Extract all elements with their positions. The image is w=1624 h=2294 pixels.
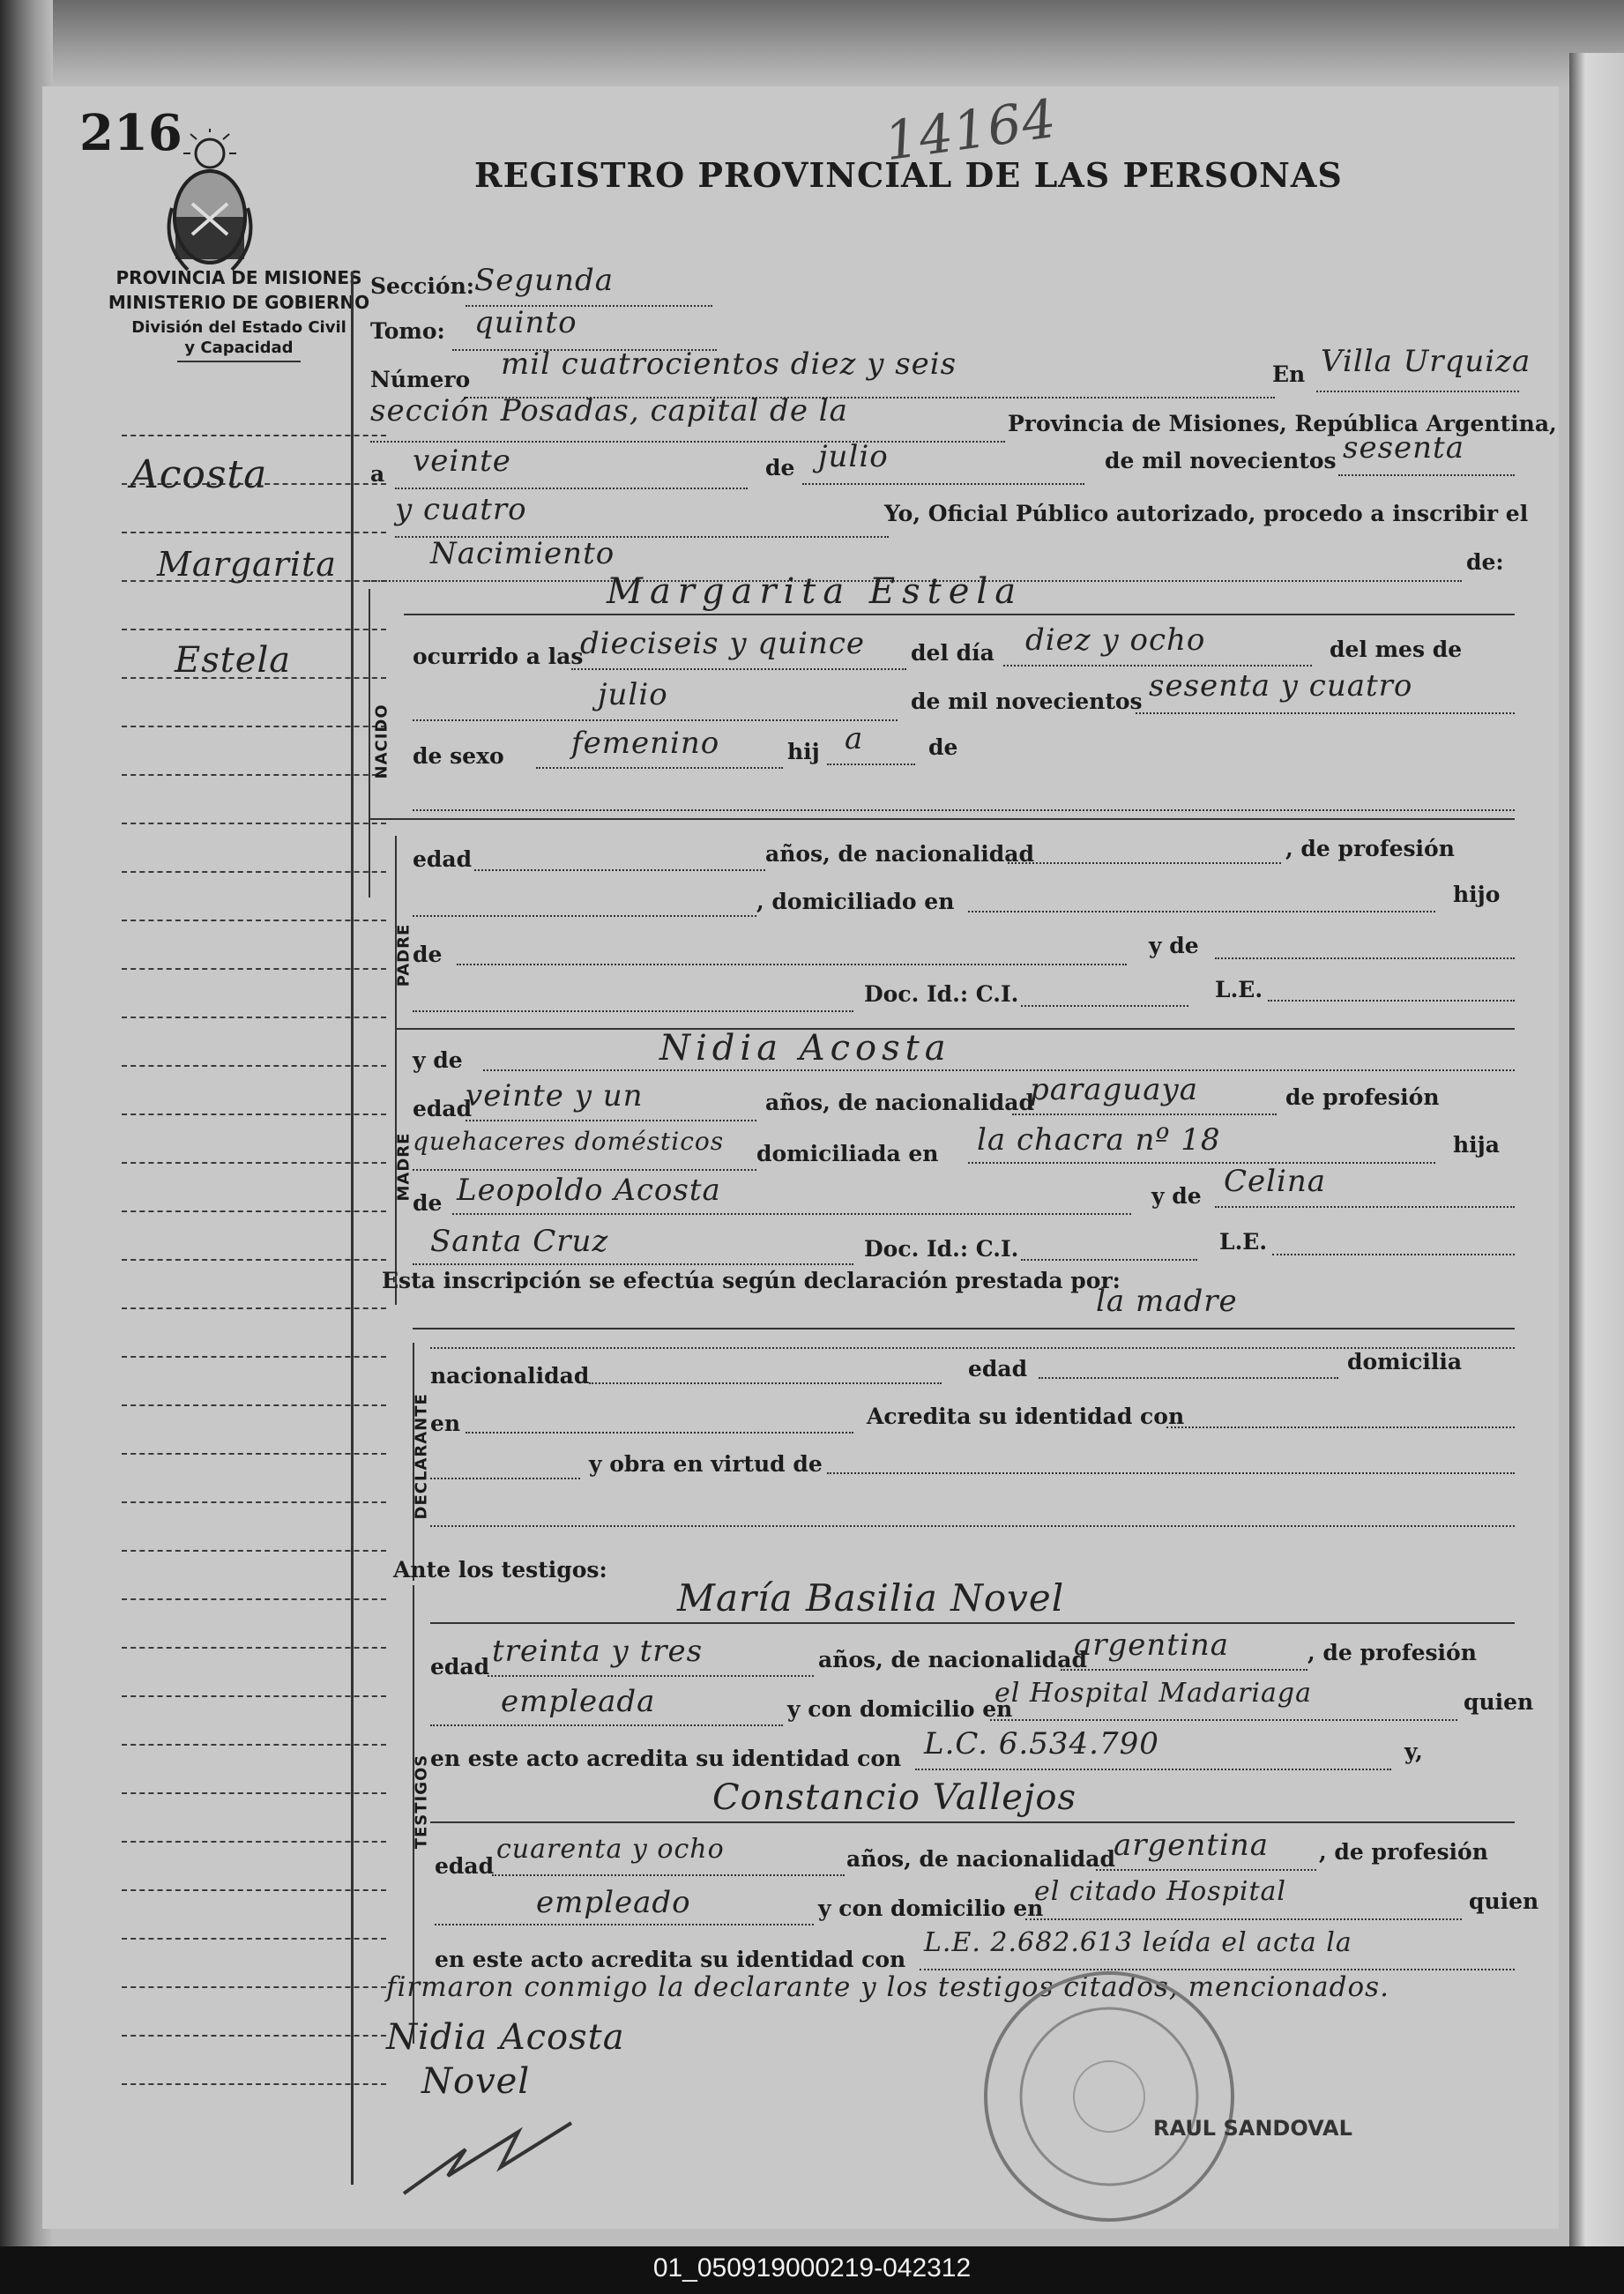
padre-y-de-label: y de [1149, 933, 1199, 958]
coat-of-arms-icon [161, 129, 258, 279]
next-page-edge [1569, 53, 1624, 2246]
office-province: PROVINCIA DE MISIONES [115, 267, 362, 288]
witness1-name-value: María Basilia Novel [677, 1576, 1065, 1620]
madre-y-de2-label: y de [1151, 1183, 1202, 1209]
signature-scribble-icon [395, 2114, 589, 2202]
en-label: En [1272, 361, 1306, 387]
margin-divider [351, 272, 354, 2185]
year-value-continued: y cuatro [395, 492, 527, 527]
padre-anos-label: años, de nacionalidad [765, 841, 1034, 867]
maternal-grandfather-value: Leopoldo Acosta [457, 1173, 721, 1208]
padre-le-label: L.E. [1215, 977, 1263, 1002]
hij-value: a [845, 721, 864, 756]
nacido-de-label: de [928, 734, 958, 760]
month-value: julio [818, 439, 889, 474]
madre-anos-label: años, de nacionalidad [765, 1090, 1034, 1115]
tomo-label: Tomo: [370, 318, 445, 344]
padre-side-label: PADRE [394, 923, 413, 987]
maternal-grandmother-value: Celina [1224, 1164, 1327, 1199]
mother-name-value: Nidia Acosta [659, 1028, 951, 1069]
madre-profesion-label: de profesión [1285, 1084, 1440, 1110]
witness2-acredita-label: en este acto acredita su identidad con [435, 1947, 906, 1972]
padre-profesion-label: , de profesión [1285, 836, 1455, 861]
tomo-value: quinto [474, 305, 577, 340]
witness2-profession-value: empleado [536, 1885, 691, 1920]
declarante-obra-label: y obra en virtud de [589, 1451, 823, 1477]
signature-declarante: Nidia Acosta [386, 2017, 625, 2058]
office-division: División del Estado Civil [131, 318, 346, 337]
del-mes-label: del mes de [1330, 637, 1463, 662]
handwritten-register-number: 14164 [881, 87, 1061, 174]
ocurrido-label: ocurrido a las [413, 644, 584, 669]
declarante-domicilia-label: domicilia [1347, 1349, 1463, 1374]
hij-label: hij [787, 739, 820, 764]
witness1-profesion-label: , de profesión [1307, 1640, 1477, 1665]
padre-domiciliado-label: , domiciliado en [756, 889, 955, 914]
official-name: RAUL SANDOVAL [1153, 2116, 1352, 2141]
declarante-nacionalidad-label: nacionalidad [430, 1363, 590, 1389]
witness2-address-value: el citado Hospital [1034, 1876, 1286, 1907]
signature-witness: Novel [421, 2061, 531, 2102]
de-label: de [765, 455, 795, 480]
testigos-ante-label: Ante los testigos: [393, 1557, 607, 1583]
margin-given-name-1: Margarita [157, 545, 337, 584]
witness2-profesion-label: , de profesión [1319, 1839, 1488, 1865]
witness1-edad-label: edad [430, 1654, 490, 1680]
witness1-quien-label: quien [1464, 1689, 1534, 1715]
year-label: de mil novecientos [1105, 448, 1337, 473]
mother-nationality-value: paraguaya [1030, 1072, 1198, 1107]
padre-de-label: de [413, 942, 443, 967]
witness2-quien-label: quien [1469, 1888, 1539, 1914]
margin-surname: Acosta [130, 452, 268, 497]
maternal-grandmother-value-continued: Santa Cruz [430, 1224, 609, 1259]
document-title: REGISTRO PROVINCIAL DE LAS PERSONAS [474, 155, 1343, 195]
act-type-value: Nacimiento [430, 536, 615, 571]
year-value: sesenta [1343, 430, 1464, 466]
madre-de-label: de [413, 1190, 443, 1216]
madre-edad-label: edad [413, 1096, 473, 1121]
office-block [85, 267, 393, 362]
provincia-text: Provincia de Misiones, República Argentina, [1008, 411, 1557, 436]
declarante-side-label: DECLARANTE [412, 1393, 431, 1520]
office-ministry: MINISTERIO DE GOBIERNO [108, 292, 370, 313]
madre-hija-label: hija [1453, 1132, 1500, 1158]
seccion-value: Segunda [474, 263, 615, 298]
numero-label: Número [370, 367, 471, 392]
birth-day-value: diez y ocho [1025, 622, 1206, 658]
official-round-seal-icon [977, 1964, 1241, 2229]
declarante-en-label: en [430, 1411, 461, 1436]
madre-domiciliada-label: domiciliada en [756, 1141, 939, 1166]
madre-le-label: L.E. [1219, 1229, 1268, 1255]
oficial-text: Yo, Oficial Público autorizado, procedo a inscribir el [884, 501, 1529, 526]
witness1-domicilio-label: y con domicilio en [787, 1696, 1013, 1722]
witness2-document-value: L.E. 2.682.613 leída el acta la [924, 1927, 1352, 1958]
witness1-address-value: el Hospital Madariaga [995, 1678, 1312, 1709]
margin-given-name-2: Estela [175, 640, 292, 681]
scan-id: 01_050919000219-042312 [652, 2253, 972, 2283]
sexo-label: de sexo [413, 743, 504, 769]
nacido-section-rule [369, 589, 370, 897]
del-dia-label: del día [911, 640, 995, 666]
witness1-y-label: y, [1404, 1739, 1423, 1764]
register-sheet [42, 86, 1559, 2229]
witness2-name-value: Constancio Vallejos [712, 1777, 1076, 1818]
witness2-edad-label: edad [435, 1853, 495, 1879]
madre-side-label: MADRE [394, 1132, 413, 1202]
witness2-domicilio-label: y con domicilio en [818, 1896, 1044, 1921]
seccion-label: Sección: [370, 273, 474, 299]
numero-value: mil cuatrocientos diez y seis [501, 346, 957, 382]
declaracion-text: Esta inscripción se efectúa según declaración prestada por: [382, 1268, 1121, 1293]
birth-hour-value: dieciseis y quince [580, 626, 865, 661]
witness2-age-value: cuarenta y ocho [496, 1834, 725, 1865]
closing-text: firmaron conmigo la declarante y los testigos citados, mencionados. [386, 1971, 1389, 2003]
madre-y-de-label: y de [413, 1047, 463, 1073]
day-value: veinte [413, 443, 511, 479]
witness1-acredita-label: en este acto acredita su identidad con [430, 1746, 902, 1771]
birth-year-value: sesenta y cuatro [1149, 668, 1413, 704]
witness1-nationality-value: argentina [1074, 1627, 1230, 1663]
seccion-place-value: sección Posadas, capital de la [370, 393, 848, 428]
mother-age-value: veinte y un [466, 1078, 644, 1113]
witness1-document-value: L.C. 6.534.790 [924, 1726, 1159, 1761]
padre-doc-label: Doc. Id.: C.I. [864, 981, 1019, 1007]
scan-footer [0, 2246, 1624, 2294]
de-colon-label: de: [1466, 549, 1504, 575]
sexo-value: femenino [571, 726, 720, 761]
witness1-profession-value: empleada [501, 1684, 656, 1719]
en-value: Villa Urquiza [1321, 344, 1531, 379]
declaracion-value: la madre [1096, 1284, 1238, 1319]
office-underline [177, 361, 301, 362]
padre-hijo-label: hijo [1453, 882, 1501, 907]
testigos-side-label: TESTIGOS [412, 1754, 431, 1850]
madre-doc-label: Doc. Id.: C.I. [864, 1236, 1019, 1262]
witness1-anos-label: años, de nacionalidad [818, 1647, 1087, 1672]
declarante-edad-label: edad [968, 1356, 1028, 1382]
birth-mil-label: de mil novecientos [911, 689, 1143, 714]
page-number: 216 [79, 104, 183, 162]
page-top-shadow [0, 0, 1624, 88]
declarante-acredita-label: Acredita su identidad con [867, 1404, 1185, 1429]
nacido-side-label: NACIDO [372, 704, 391, 779]
witness1-age-value: treinta y tres [492, 1634, 704, 1669]
witness2-nationality-value: argentina [1114, 1828, 1270, 1863]
child-name-value: Margarita Estela [607, 571, 1024, 612]
office-capacity: y Capacidad [184, 339, 294, 357]
mother-profession-value: quehaceres domésticos [413, 1127, 725, 1156]
witness2-anos-label: años, de nacionalidad [846, 1846, 1115, 1872]
padre-edad-label: edad [413, 846, 473, 872]
a-label: a [370, 461, 385, 487]
birth-month-value: julio [598, 677, 668, 712]
mother-address-value: la chacra nº 18 [977, 1122, 1221, 1158]
